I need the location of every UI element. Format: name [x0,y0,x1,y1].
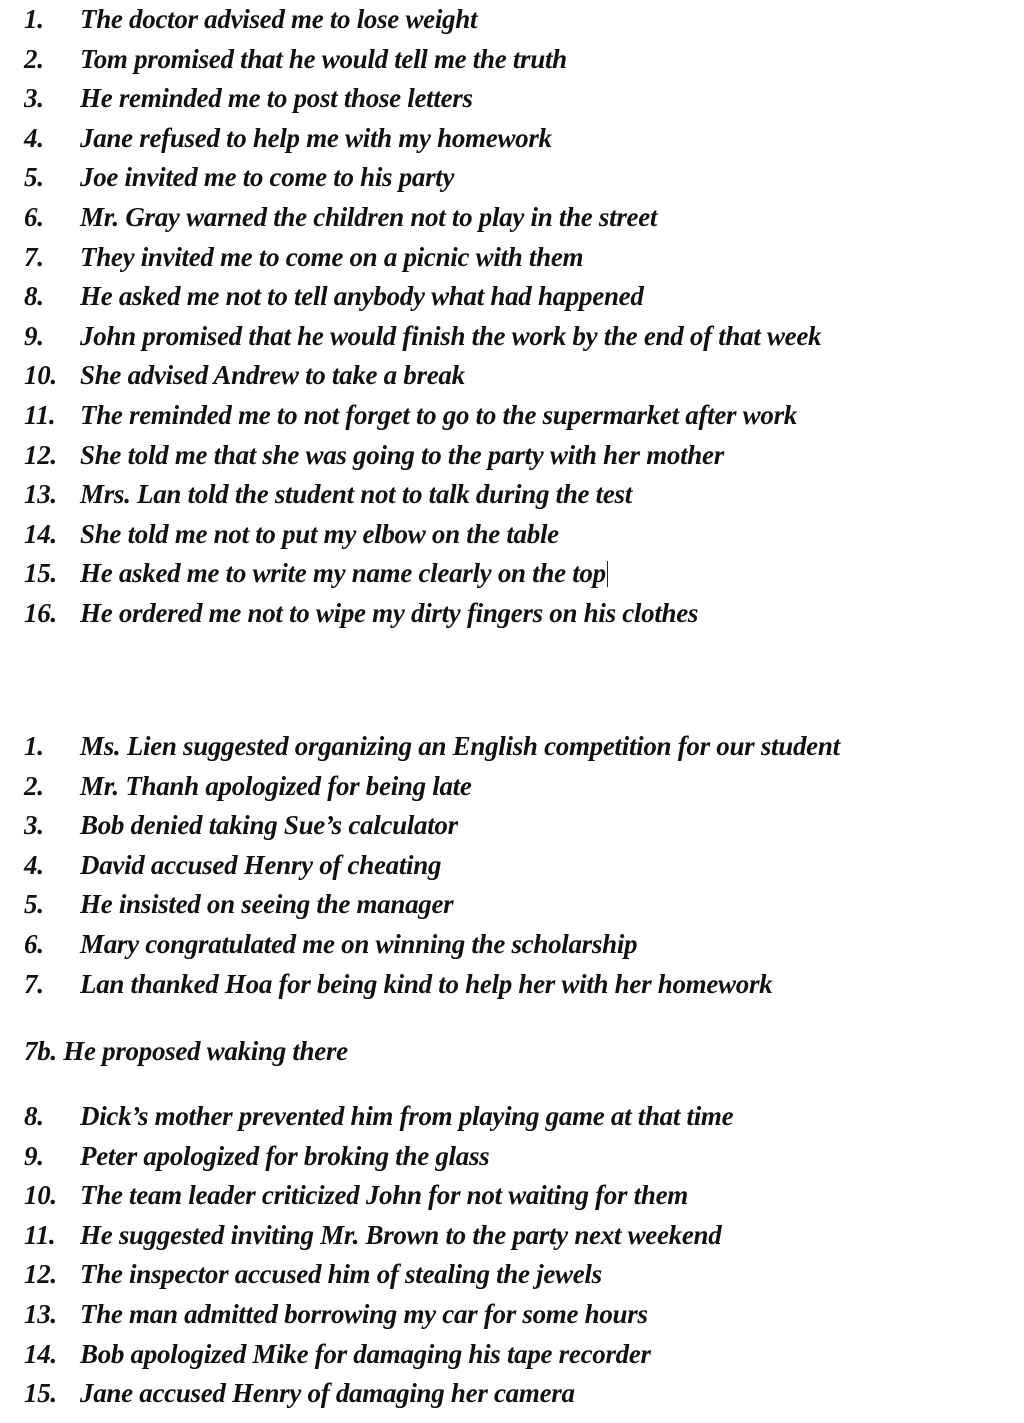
item-number: 4. [24,849,44,880]
item-number: 5. [24,889,44,920]
item-text: Mrs. Lan told the student not to talk during the test [80,479,632,510]
item-number: 5. [24,162,44,193]
item-number: 1. [24,4,44,34]
item-number: 16. [24,597,57,628]
item-number: 8. [24,281,44,312]
item-number: 15. [24,558,57,589]
item-text: Bob denied taking Sue’s calculator [80,810,458,841]
item-number: 7. [24,968,44,999]
item-number: 3. [24,810,44,841]
item-text: Ms. Lien suggested organizing an English competition for our student [80,731,840,761]
item-number: 14. [24,1338,57,1369]
item-text: He reminded me to post those letters [80,83,473,114]
item-number: 7. [24,241,44,272]
item-number: 8. [24,1101,44,1131]
item-text: David accused Henry of cheating [80,849,442,880]
item-number: 13. [24,479,57,510]
item-number: 15. [24,1378,57,1409]
item-text: The team leader criticized John for not waiting for them [80,1180,688,1211]
item-text: He ordered me not to wipe my dirty fingers on his clothes [80,597,699,628]
item-text: Joe invited me to come to his party [80,162,455,193]
item-text: She told me that she was going to the party with her mother [80,439,724,470]
note-7b: 7b. He proposed waking there [24,1036,348,1066]
item-number: 9. [24,320,44,351]
item-text: The man admitted borrowing my car for some hours [80,1298,648,1329]
item-text: The inspector accused him of stealing the jewels [80,1259,602,1290]
item-text: Jane accused Henry of damaging her camera [80,1378,575,1409]
item-number: 12. [24,1259,57,1290]
item-text: He suggested inviting Mr. Brown to the party next weekend [80,1219,722,1250]
item-number: 2. [24,43,44,74]
item-number: 2. [24,770,44,801]
item-text: She advised Andrew to take a break [80,360,465,391]
item-number: 9. [24,1140,44,1171]
item-text: Mary congratulated me on winning the scholarship [80,928,638,959]
item-text: The doctor advised me to lose weight [80,4,478,34]
item-text: He insisted on seeing the manager [80,889,454,920]
item-text: Mr. Gray warned the children not to play in the street [80,201,658,232]
item-number: 10. [24,1180,57,1211]
item-text: They invited me to come on a picnic with them [80,241,584,272]
item-text: Bob apologized Mike for damaging his tape recorder [80,1338,651,1369]
item-text: She told me not to put my elbow on the table [80,518,559,549]
item-number: 11. [24,399,56,430]
item-text: John promised that he would finish the work by the end of that week [80,320,822,351]
item-number: 12. [24,439,57,470]
text-cursor [607,561,609,587]
item-number: 3. [24,83,44,114]
item-number: 1. [24,731,44,761]
item-number: 6. [24,928,44,959]
item-number: 4. [24,122,44,153]
item-number: 13. [24,1298,57,1329]
item-text: The reminded me to not forget to go to the supermarket after work [80,399,797,430]
item-text: Lan thanked Hoa for being kind to help her with her homework [80,968,773,999]
item-text: He asked me not to tell anybody what had happened [80,281,644,312]
item-text: Tom promised that he would tell me the truth [80,43,567,74]
item-number: 6. [24,201,44,232]
item-text: Mr. Thanh apologized for being late [80,770,472,801]
item-text: Jane refused to help me with my homework [80,122,552,153]
item-number: 10. [24,360,57,391]
item-text: He asked me to write my name clearly on the top [80,554,608,594]
item-text: Peter apologized for broking the glass [80,1140,490,1171]
item-number: 11. [24,1219,56,1250]
item-number: 14. [24,518,57,549]
item-text: Dick’s mother prevented him from playing game at that time [80,1101,734,1131]
